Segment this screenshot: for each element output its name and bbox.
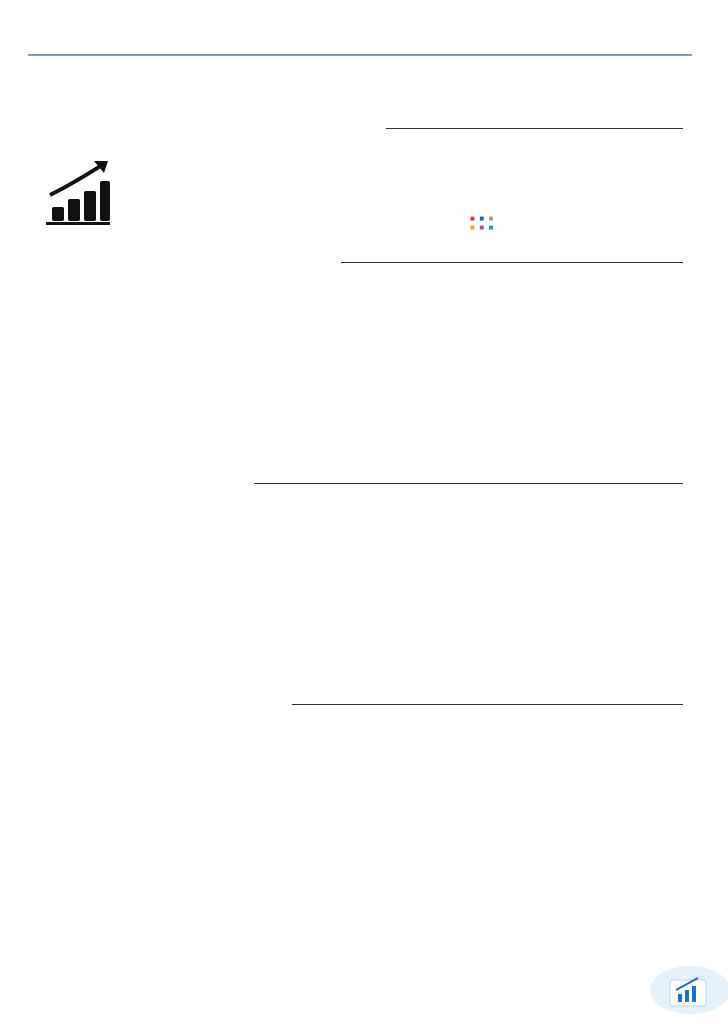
- section-line: [254, 483, 683, 484]
- section-line: [341, 262, 683, 263]
- chart-legend: ■ ■ ■ ■ ■ ■: [470, 214, 494, 232]
- section-line: [292, 704, 683, 705]
- growth-chart-icon: [44, 157, 114, 232]
- collecte-bar-chart: [455, 164, 680, 214]
- header-divider: [28, 54, 692, 56]
- section-line: [386, 128, 683, 129]
- chart-up-icon: [640, 950, 728, 1024]
